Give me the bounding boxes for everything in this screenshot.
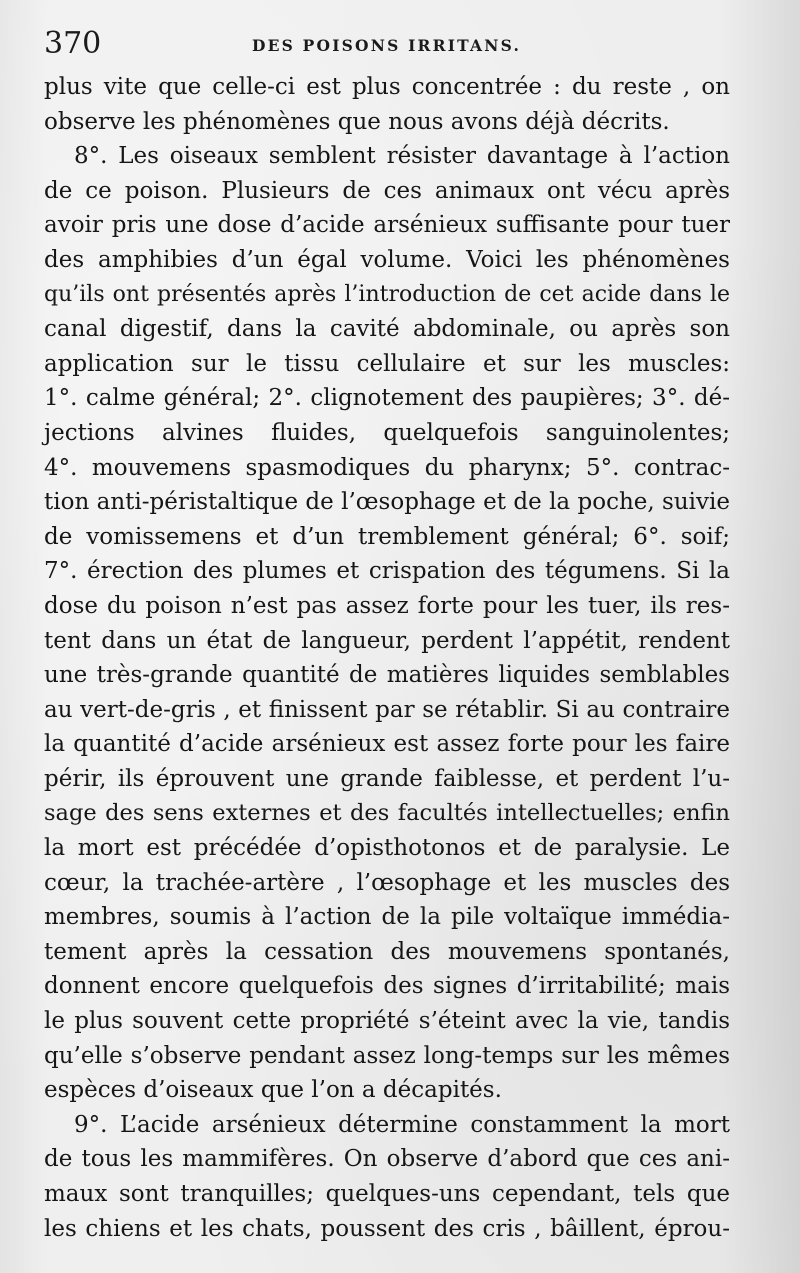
text-line: de ce poison. Plusieurs de ces animaux ont vécu après xyxy=(44,177,730,204)
text-line: 4°. mouvemens spasmodiques du pharynx; 5°. contrac- xyxy=(44,454,730,481)
text-line: la mort est précédée d’opisthotonos et de paralysie. Le xyxy=(44,835,730,862)
text-line: tement après la cessation des mouvemens spontanés, xyxy=(44,938,730,965)
text-line: plus vite que celle-ci est plus concentrée : du reste , on xyxy=(44,74,730,100)
text-line: périr, ils éprouvent une grande faiblesse, et perdent l’u- xyxy=(44,765,730,792)
text-line: 9°. L’acide arsénieux détermine constamment la mort xyxy=(74,1111,730,1138)
text-line: sage des sens externes et des facultés intellectuelles; enfin xyxy=(44,800,730,827)
text-line: maux sont tranquilles; quelques-uns cependant, tels que xyxy=(44,1181,730,1207)
text-line: observe les phénomènes que nous avons déjà décrits. xyxy=(44,108,670,135)
running-title: DES POISONS IRRITANS. xyxy=(252,36,522,55)
text-line: de tous les mammifères. On observe d’abord que ces ani- xyxy=(44,1146,730,1173)
running-head xyxy=(44,22,734,62)
body-text xyxy=(44,70,730,1246)
text-line: 8°. Les oiseaux semblent résister davantage à l’action xyxy=(74,143,730,170)
text-line: canal digestif, dans la cavité abdominale, ou après son xyxy=(44,316,730,343)
text-line: espèces d’oiseaux que l’on a décapités. xyxy=(44,1077,502,1104)
text-line: cœur, la trachée-artère , l’œsophage et les muscles des xyxy=(44,869,730,896)
text-line: qu’elle s’observe pendant assez long-temps sur les mêmes xyxy=(44,1042,730,1069)
text-line: la quantité d’acide arsénieux est assez forte pour les faire xyxy=(44,731,730,758)
text-line: tion anti-péristaltique de l’œsophage et de la poche, suivie xyxy=(44,489,730,516)
text-line: jections alvines fluides, quelquefois sanguinolentes; xyxy=(44,419,730,446)
text-line: au vert-de-gris , et finissent par se rétablir. Si au contraire xyxy=(44,696,730,723)
text-line: dose du poison n’est pas assez forte pour les tuer, ils res- xyxy=(44,592,730,619)
text-line: les chiens et les chats, poussent des cris , bâillent, éprou- xyxy=(44,1215,730,1242)
text-line: 1°. calme général; 2°. clignotement des paupières; 3°. dé- xyxy=(44,385,730,412)
text-line: donnent encore quelquefois des signes d’irritabilité; mais xyxy=(44,973,730,1000)
text-line: avoir pris une dose d’acide arsénieux suffisante pour tuer xyxy=(44,212,730,239)
text-line: application sur le tissu cellulaire et sur les muscles: xyxy=(44,350,730,377)
text-line: membres, soumis à l’action de la pile voltaïque immédia- xyxy=(44,904,730,931)
text-line: des amphibies d’un égal volume. Voici les phénomènes xyxy=(44,246,730,273)
text-line: une très-grande quantité de matières liquides semblables xyxy=(44,662,730,689)
text-line: le plus souvent cette propriété s’éteint avec la vie, tandis xyxy=(44,1008,730,1035)
text-line: 7°. érection des plumes et crispation des tégumens. Si la xyxy=(44,558,730,585)
text-line: de vomissemens et d’un tremblement général; 6°. soif; xyxy=(44,523,730,550)
text-line: qu’ils ont présentés après l’introduction de cet acide dans le xyxy=(44,281,730,307)
page-number: 370 xyxy=(44,26,102,61)
text-line: tent dans un état de langueur, perdent l’appétit, rendent xyxy=(44,627,730,654)
